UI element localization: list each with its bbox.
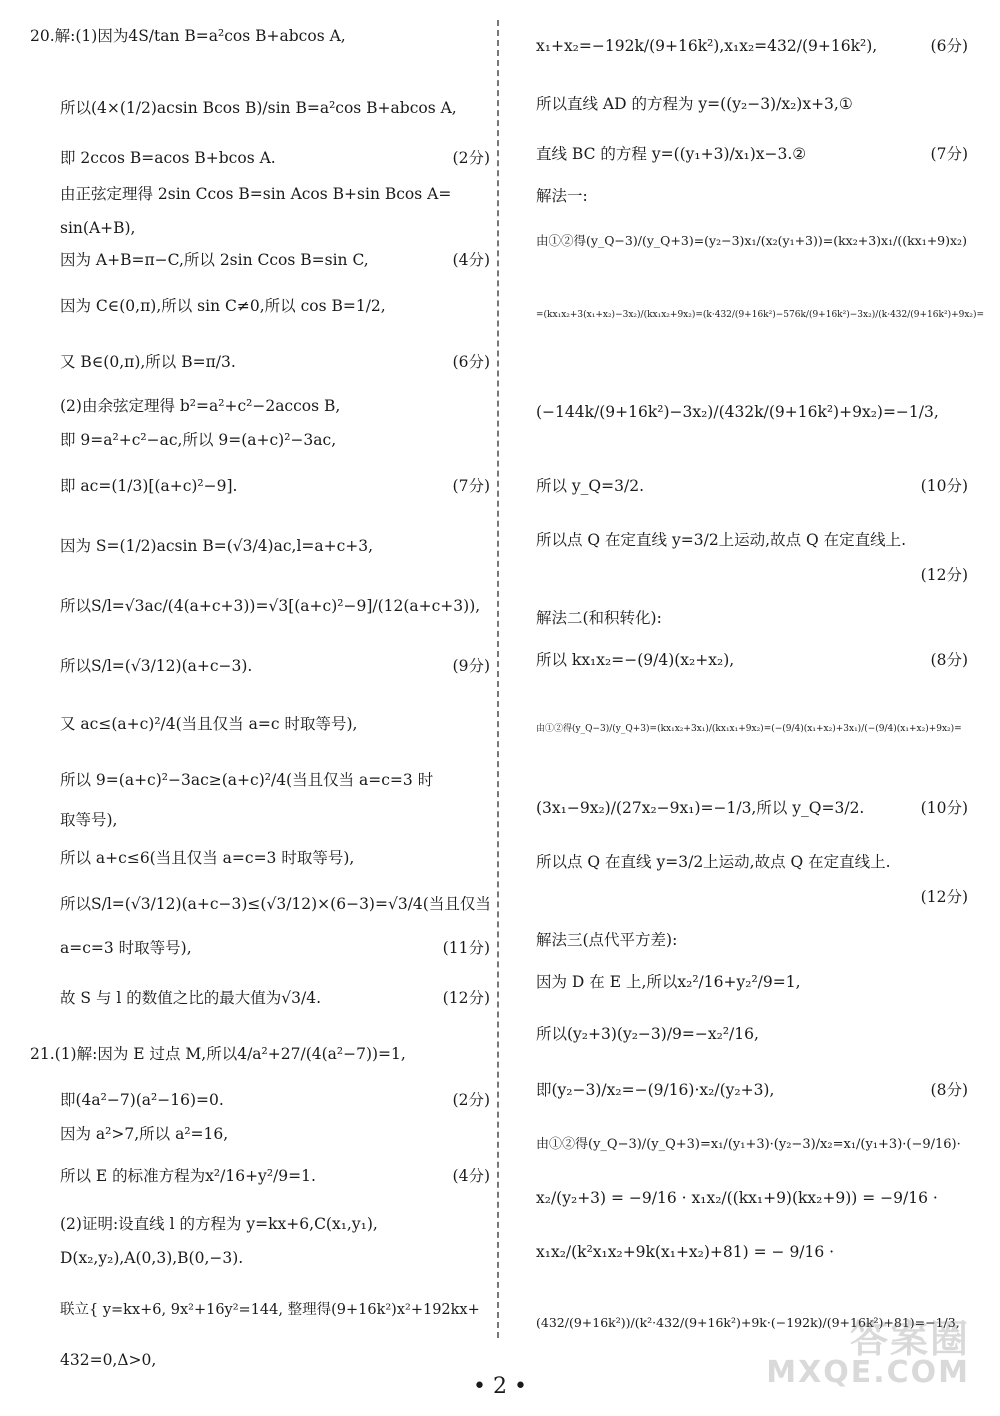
line-text: 即 9=a²+c²−ac,所以 9=(a+c)²−3ac, <box>60 431 337 449</box>
line-text: 因为 A+B=π−C,所以 2sin Ccos B=sin C, <box>60 251 369 269</box>
line-text: 由①②得(y_Q−3)/(y_Q+3)=x₁/(y₁+3)·(y₂−3)/x₂=x₁/(y₁+3)·(−9/16)· <box>536 1137 961 1152</box>
score-label: (6分) <box>452 353 490 371</box>
line-text: 解法二(和积转化): <box>536 609 662 627</box>
line-text: 即(4a²−7)(a²−16)=0. <box>60 1091 224 1109</box>
line-text: 所以 9=(a+c)²−3ac≥(a+c)²/4(当且仅当 a=c=3 时 <box>60 771 434 789</box>
solution-line <box>30 432 490 450</box>
solution-line <box>536 38 968 56</box>
solution-line <box>536 96 968 114</box>
score-label: (10分) <box>920 799 968 817</box>
line-text: 即 ac=(1/3)[(a+c)²−9]. <box>60 477 238 495</box>
line-text: 所以(y₂+3)(y₂−3)/9=−x₂²/16, <box>536 1025 759 1043</box>
solution-line <box>30 252 490 270</box>
solution-line <box>30 538 490 556</box>
solution-line <box>30 1250 490 1268</box>
line-text: 解法三(点代平方差): <box>536 931 678 949</box>
line-text: 所以S/l=√3ac/(4(a+c+3))=√3[(a+c)²−9]/(12(a+c+3)), <box>60 597 481 615</box>
solution-line <box>536 1026 968 1044</box>
page-number: • 2 • <box>473 1374 527 1399</box>
line-text: (432/(9+16k²))/(k²·432/(9+16k²)+9k·(−192k)/(9+16k²)+81)=−1/3, <box>536 1315 960 1330</box>
solution-line <box>30 100 490 118</box>
line-text: 因为 a²>7,所以 a²=16, <box>60 1125 229 1143</box>
line-text: 所以点 Q 在定直线 y=3/2上运动,故点 Q 在定直线上. <box>536 531 907 549</box>
solution-line <box>30 478 490 496</box>
solution-line <box>536 1082 968 1100</box>
score-label: (2分) <box>452 149 490 167</box>
line-text: 20.解:(1)因为4S/tan B=a²cos B+abcos A, <box>30 27 346 45</box>
line-text: 所以 y_Q=3/2. <box>536 477 645 495</box>
line-text: 取等号), <box>60 811 118 829</box>
line-text: 又 B∈(0,π),所以 B=π/3. <box>60 353 236 371</box>
score-label: (9分) <box>452 657 490 675</box>
line-text: 432=0,Δ>0, <box>60 1351 157 1369</box>
score-label: (7分) <box>930 145 968 163</box>
line-text: 所以直线 AD 的方程为 y=((y₂−3)/x₂)x+3,① <box>536 95 853 113</box>
line-text: 因为 C∈(0,π),所以 sin C≠0,所以 cos B=1/2, <box>60 297 386 315</box>
line-text: 所以(4×(1/2)acsin Bcos B)/sin B=a²cos B+abcos A, <box>60 99 457 117</box>
line-text: 所以 kx₁x₂=−(9/4)(x₂+x₂), <box>536 651 735 669</box>
solution-line <box>30 850 490 868</box>
line-text: x₂/(y₂+3) = −9/16 · x₁x₂/((kx₁+9)(kx₂+9)) = −9/16 · <box>536 1189 938 1207</box>
watermark-logo-text: 答案圈 <box>849 1317 970 1361</box>
line-text: 所以 a+c≤6(当且仅当 a=c=3 时取等号), <box>60 849 355 867</box>
solution-line <box>536 974 968 992</box>
line-text: a=c=3 时取等号), <box>60 939 192 957</box>
solution-line <box>30 150 490 168</box>
score-label: (10分) <box>920 477 968 495</box>
solution-line <box>536 932 968 950</box>
solution-line <box>30 298 490 316</box>
solution-line <box>30 186 490 204</box>
solution-line <box>536 652 968 670</box>
line-text: 由①②得(y_Q−3)/(y_Q+3)=(y₂−3)x₁/(x₂(y₁+3))=(kx₂+3)x₁/((kx₁+9)x₂) <box>536 233 967 248</box>
score-label: (8分) <box>930 651 968 669</box>
score-label: (7分) <box>452 477 490 495</box>
solution-line <box>536 532 968 550</box>
solution-line <box>536 478 968 496</box>
column-divider <box>497 20 499 1338</box>
solution-line <box>30 812 490 830</box>
line-text: 直线 BC 的方程 y=((y₁+3)/x₁)x−3.② <box>536 145 807 163</box>
solution-line <box>30 28 490 46</box>
solution-line <box>30 1092 490 1110</box>
line-text: 又 ac≤(a+c)²/4(当且仅当 a=c 时取等号), <box>60 715 358 733</box>
solution-line <box>536 310 985 320</box>
line-text: 即 2ccos B=acos B+bcos A. <box>60 149 276 167</box>
solution-line <box>30 716 490 734</box>
solution-line <box>30 398 490 416</box>
line-text: D(x₂,y₂),A(0,3),B(0,−3). <box>60 1249 244 1267</box>
line-text: 因为 S=(1/2)acsin B=(√3/4)ac,l=a+c+3, <box>60 537 374 555</box>
solution-line <box>536 234 968 248</box>
solution-line <box>30 658 490 676</box>
line-text: 由①②得(y_Q−3)/(y_Q+3)=(kx₁x₂+3x₁)/(kx₁x₁+9x₂)=(−(9/4)(x₁+x₂)+3x₁)/(−(9/4)(x₁+x₂)+9x₂)= <box>536 724 962 734</box>
solution-line <box>30 1352 490 1370</box>
line-text: 所以 E 的标准方程为x²/16+y²/9=1. <box>60 1167 316 1185</box>
line-text: sin(A+B), <box>60 219 136 237</box>
solution-line <box>536 1244 968 1262</box>
solution-line <box>30 1046 490 1064</box>
line-text: 因为 D 在 E 上,所以x₂²/16+y₂²/9=1, <box>536 973 801 991</box>
line-text: (−144k/(9+16k²)−3x₂)/(432k/(9+16k²)+9x₂)=−1/3, <box>536 403 939 421</box>
watermark-url: MXQE.COM <box>766 1355 970 1390</box>
line-text: =(kx₁x₂+3(x₁+x₂)−3x₂)/(kx₁x₂+9x₂)=(k·432/(9+16k²)−576k/(9+16k²)−3x₂)/(k·432/(9+16k²)+9x₂)= <box>536 310 985 320</box>
line-text: (3x₁−9x₂)/(27x₂−9x₁)=−1/3,所以 y_Q=3/2. <box>536 799 865 817</box>
line-text: 所以点 Q 在直线 y=3/2上运动,故点 Q 在定直线上. <box>536 853 891 871</box>
line-text: x₁+x₂=−192k/(9+16k²),x₁x₂=432/(9+16k²), <box>536 37 878 55</box>
solution-line <box>536 1138 968 1153</box>
solution-line <box>536 610 968 628</box>
solution-line <box>30 1216 490 1234</box>
solution-line <box>30 772 490 790</box>
line-text: x₁x₂/(k²x₁x₂+9k(x₁+x₂)+81) = − 9/16 · <box>536 1243 835 1261</box>
score-label: (12分) <box>920 888 968 907</box>
line-text: 21.(1)解:因为 E 过点 M,所以4/a²+27/(4(a²−7))=1, <box>30 1045 406 1063</box>
solution-line <box>536 800 968 818</box>
score-label: (4分) <box>452 1167 490 1185</box>
line-text: 解法一: <box>536 187 588 205</box>
score-label: (12分) <box>920 566 968 585</box>
solution-line <box>30 354 490 372</box>
line-text: (2)由余弦定理得 b²=a²+c²−2accos B, <box>60 397 341 415</box>
solution-line <box>536 188 968 206</box>
score-label: (6分) <box>930 37 968 55</box>
solution-line <box>30 598 490 616</box>
solution-line <box>30 940 490 958</box>
solution-line <box>30 1168 490 1186</box>
score-label: (2分) <box>452 1091 490 1109</box>
solution-line <box>30 1302 490 1319</box>
line-text: 联立{ y=kx+6, 9x²+16y²=144, 整理得(9+16k²)x²+192kx+ <box>60 1302 480 1318</box>
solution-line <box>536 854 968 872</box>
solution-line <box>30 896 490 914</box>
solution-line <box>536 1190 968 1208</box>
line-text: 故 S 与 l 的数值之比的最大值为√3/4. <box>60 989 322 1007</box>
score-label: (8分) <box>930 1081 968 1099</box>
solution-line <box>536 724 968 734</box>
line-text: (2)证明:设直线 l 的方程为 y=kx+6,C(x₁,y₁), <box>60 1215 378 1233</box>
solution-line <box>30 220 490 238</box>
score-label: (12分) <box>442 989 490 1007</box>
solution-line <box>536 404 968 422</box>
score-label: (4分) <box>452 251 490 269</box>
line-text: 所以S/l=(√3/12)(a+c−3)≤(√3/12)×(6−3)=√3/4(当且仅当 <box>60 895 491 913</box>
solution-line <box>536 146 968 164</box>
solution-line <box>30 1126 490 1144</box>
line-text: 即(y₂−3)/x₂=−(9/16)·x₂/(y₂+3), <box>536 1081 775 1099</box>
solution-line <box>30 990 490 1008</box>
watermark <box>766 1317 970 1390</box>
line-text: 所以S/l=(√3/12)(a+c−3). <box>60 657 253 675</box>
line-text: 由正弦定理得 2sin Ccos B=sin Acos B+sin Bcos A= <box>60 185 452 203</box>
score-label: (11分) <box>442 939 490 957</box>
